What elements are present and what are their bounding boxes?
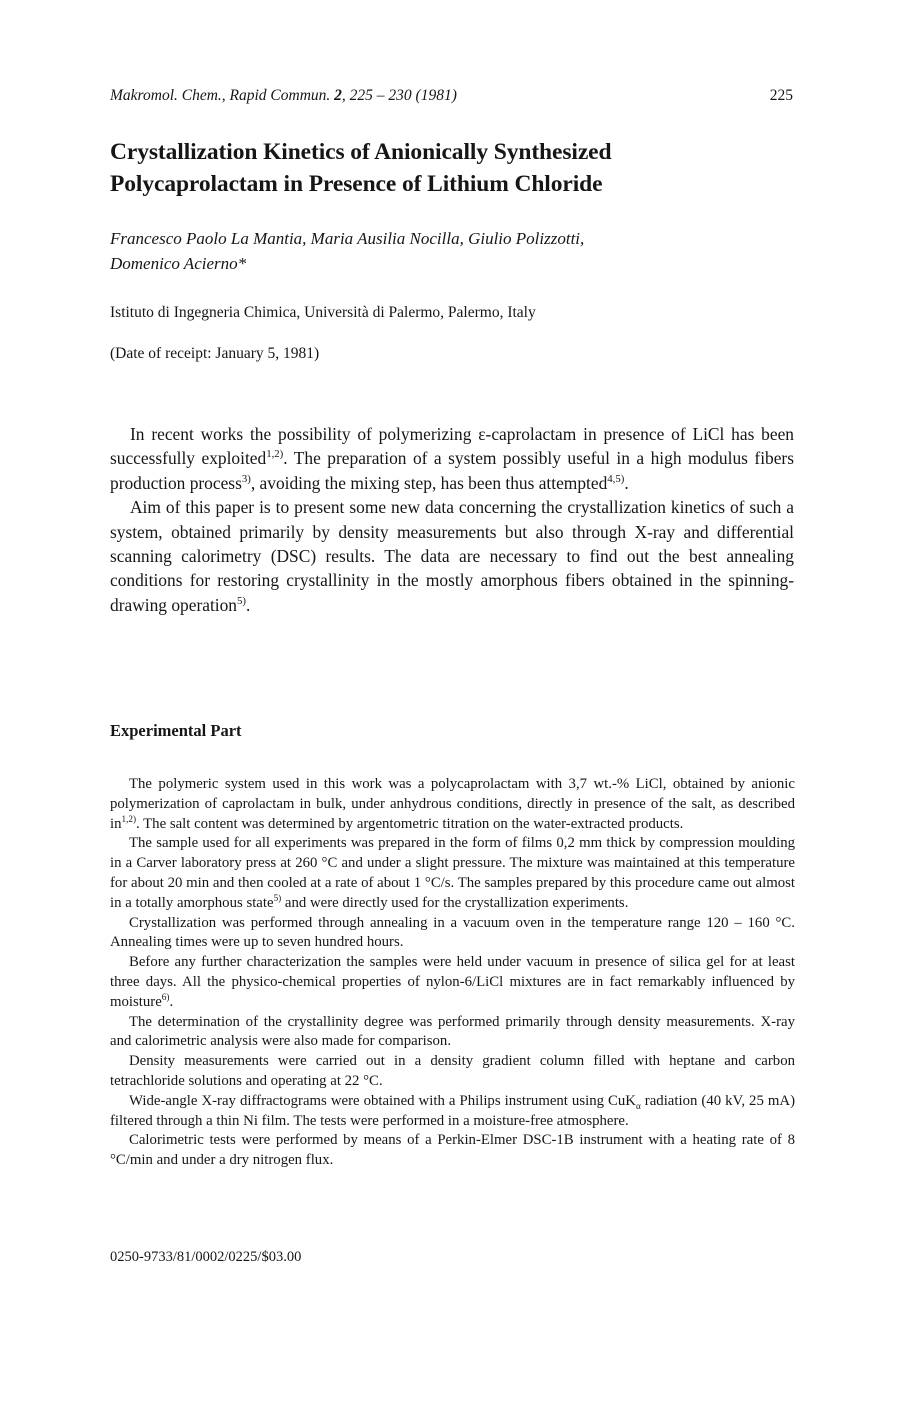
reference-marker: 5): [273, 892, 282, 903]
experimental-paragraph: Wide-angle X-ray diffractograms were obtained with a Philips instrument using CuK$_\alpha$ radiation (40 kV, 25 mA) filtered through a thin Ni film. The tests were performed in a moisture-free atmosphere.: [110, 1092, 795, 1129]
author-list: [110, 226, 750, 276]
reference-marker: 1,2): [266, 448, 284, 461]
article-code: 0250-9733/81/0002/0225/$03.00: [110, 1249, 302, 1265]
running-header: [110, 87, 793, 109]
experimental-paragraph: The polymeric system used in this work was a polycaprolactam with 3,7 wt.-% LiCl, obtained by anionic polymerization of caprolactam in bulk, under anhydrous conditions, directly in presence of the salt, as described in$^{1,2)}$. The salt content was determined by argentometric titration on the water-extracted products.: [110, 776, 795, 832]
section-heading: Experimental Part: [110, 721, 242, 740]
intro-paragraph: In recent works the possibility of polymerizing ε-caprolactam in presence of LiCl has been successfully exploited$^{1,2)}$. The preparation of a system possibly useful in a high modulus fibers production process$^{3)}$, avoiding the mixing step, has been thus attempted$^{4,5)}$.: [110, 424, 794, 493]
introduction: [110, 422, 794, 617]
reference-marker: 1,2): [121, 813, 137, 824]
title-line-1: Crystallization Kinetics of Anionically Synthesized: [110, 139, 612, 165]
reference-marker: 3): [241, 473, 251, 486]
paper-title: [110, 136, 750, 200]
page-number: 225: [769, 87, 793, 104]
experimental-paragraph: Before any further characterization the samples were held under vacuum in presence of silica gel for at least three days. All the physico-chemical properties of nylon-6/LiCl mixtures are in fact remarkably influenced by moisture$^{6)}$.: [110, 954, 795, 1010]
reference-marker: 4,5): [607, 473, 625, 486]
subscript-alpha: α: [635, 1100, 641, 1111]
experimental-paragraph: Calorimetric tests were performed by means of a Perkin-Elmer DSC-1B instrument with a heating rate of 8 °C/min and under a dry nitrogen flux.: [110, 1132, 795, 1169]
authors-line-2: Domenico Acierno*: [110, 254, 247, 273]
experimental-paragraph: The sample used for all experiments was prepared in the form of films 0,2 mm thick by compression moulding in a Carver laboratory press at 260 °C and under a slight pressure. The mixture was maintained at this temperature for about 20 min and then cooled at a rate of about 1 °C/s. The samples prepared by this procedure came out almost in a totally amorphous state$^{5)}$ and were directly used for the crystallization experiments.: [110, 835, 795, 911]
affiliation: Istituto di Ingegneria Chimica, Università di Palermo, Palermo, Italy: [110, 304, 536, 321]
authors-line-1: Francesco Paolo La Mantia, Maria Ausilia Nocilla, Giulio Polizzotti,: [110, 229, 585, 248]
title-line-2: Polycaprolactam in Presence of Lithium Chloride: [110, 171, 603, 197]
experimental-section: [110, 775, 795, 1171]
receipt-date: (Date of receipt: January 5, 1981): [110, 345, 320, 362]
journal-citation: Makromol. Chem., Rapid Commun. 2, 225 – 230 (1981): [110, 87, 457, 104]
experimental-paragraph: Density measurements were carried out in a density gradient column filled with heptane and carbon tetrachloride solutions and operating at 22 °C.: [110, 1053, 795, 1089]
experimental-paragraph: The determination of the crystallinity degree was performed primarily through density measurements. X-ray and calorimetric analysis were also made for comparison.: [110, 1013, 795, 1050]
reference-marker: 6): [161, 991, 170, 1002]
intro-paragraph: Aim of this paper is to present some new data concerning the crystallization kinetics of such a system, obtained primarily by density measurements but also through X-ray and differential scanning calorimetry (DSC) results. The data are necessary to find out the best annealing conditions for restoring crystallinity in the mostly amorphous fibers obtained in the spinning-drawing operation$^{5)}$.: [110, 497, 794, 615]
reference-marker: 5): [237, 595, 246, 608]
experimental-paragraph: Crystallization was performed through annealing in a vacuum oven in the temperature range 120 – 160 °C. Annealing times were up to seven hundred hours.: [110, 914, 795, 951]
